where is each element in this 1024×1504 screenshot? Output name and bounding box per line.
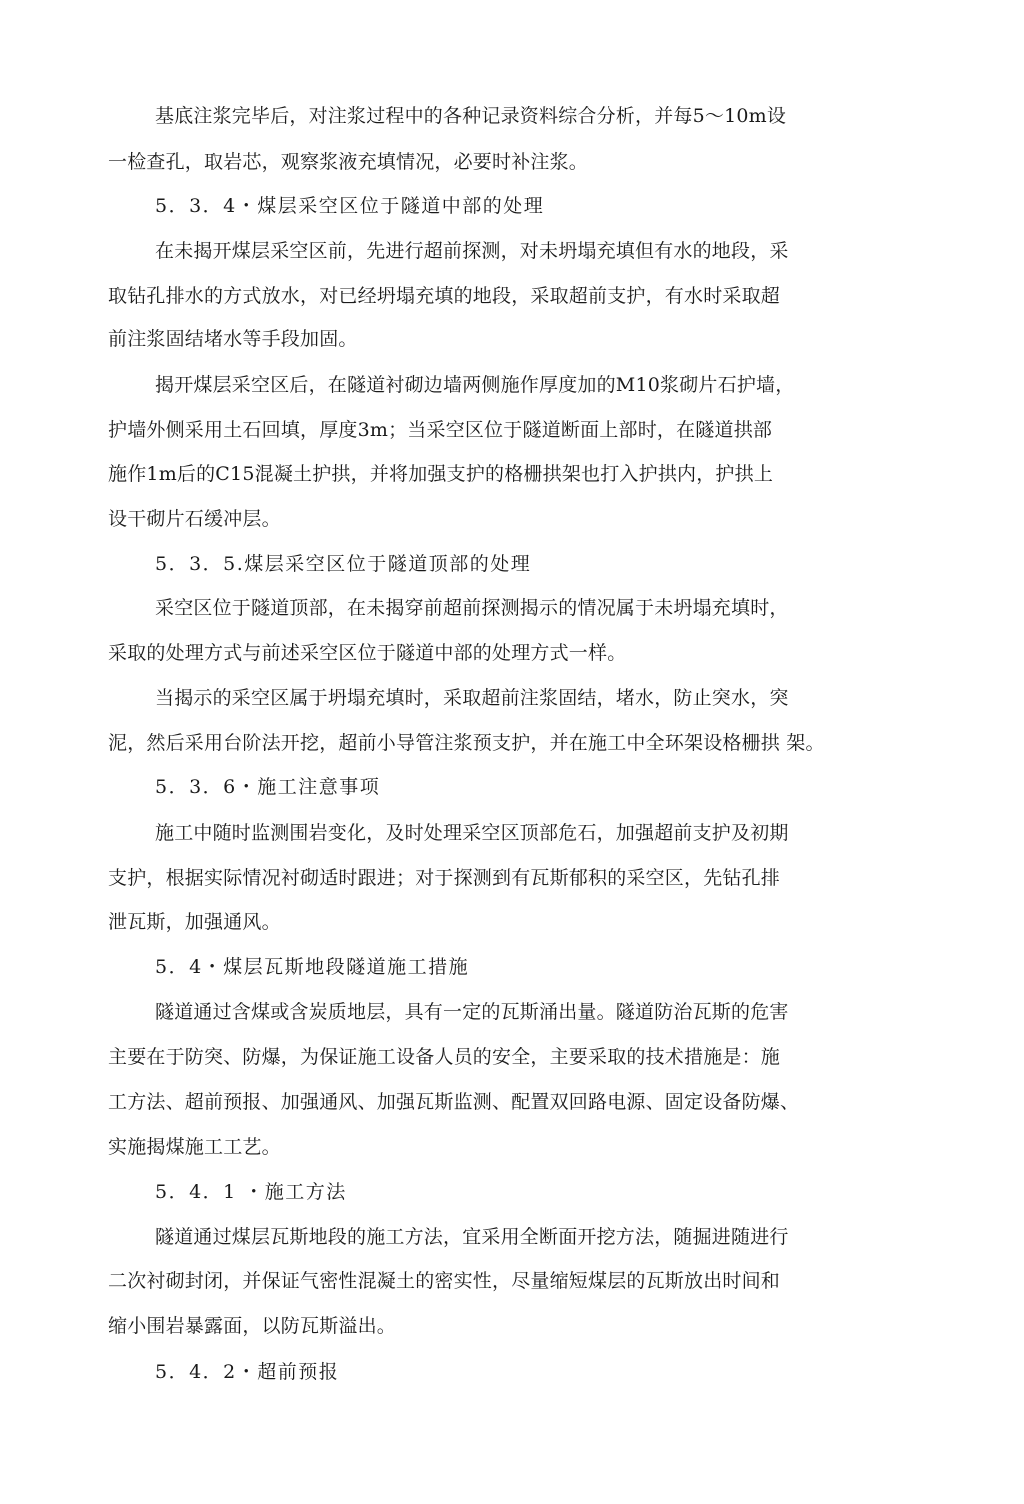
paragraph-line: 取钻孔排水的方式放水，对已经坍塌充填的地段，采取超前支护，有水时采取超	[108, 285, 781, 307]
section-heading: 5．4・煤层瓦斯地段隧道施工措施	[155, 956, 470, 978]
paragraph-line: 二次衬砌封闭，并保证气密性混凝土的密实性，尽量缩短煤层的瓦斯放出时间和	[108, 1270, 781, 1292]
paragraph-line: 隧道通过含煤或含炭质地层，具有一定的瓦斯涌出量。隧道防治瓦斯的危害	[155, 1001, 789, 1023]
paragraph-line: 当揭示的采空区属于坍塌充填时，采取超前注浆固结，堵水，防止突水，突	[155, 687, 789, 709]
paragraph-line: 泄瓦斯，加强通风。	[108, 911, 281, 933]
paragraph-line: 护墙外侧采用土石回填，厚度3m；当采空区位于隧道断面上部时，在隧道拱部	[108, 419, 773, 441]
paragraph-line: 设干砌片石缓冲层。	[108, 508, 281, 530]
section-heading: 5．4．2・超前预报	[155, 1361, 340, 1383]
paragraph-line: 工方法、超前预报、加强通风、加强瓦斯监测、配置双回路电源、固定设备防爆、	[108, 1091, 800, 1113]
paragraph-line: 施作1m后的C15混凝土护拱，并将加强支护的格栅拱架也打入护拱内，护拱上	[108, 463, 774, 485]
paragraph-line: 施工中随时监测围岩变化，及时处理采空区顶部危石，加强超前支护及初期	[155, 822, 789, 844]
section-heading: 5．4．1 ・施工方法	[155, 1181, 347, 1203]
section-heading: 5．3．4・煤层采空区位于隧道中部的处理	[155, 195, 545, 217]
paragraph-line: 泥，然后采用台阶法开挖，超前小导管注浆预支护，并在施工中全环架设格栅拱 架。	[108, 732, 825, 754]
section-heading: 5．3．6・施工注意事项	[155, 776, 381, 798]
paragraph-line: 在未揭开煤层采空区前，先进行超前探测，对未坍塌充填但有水的地段，采	[155, 240, 789, 262]
paragraph-line: 支护，根据实际情况衬砌适时跟进；对于探测到有瓦斯郁积的采空区，先钻孔排	[108, 867, 781, 889]
paragraph-line: 采取的处理方式与前述采空区位于隧道中部的处理方式一样。	[108, 642, 627, 664]
section-heading: 5．3．5.煤层采空区位于隧道顶部的处理	[155, 553, 532, 575]
paragraph-line: 隧道通过煤层瓦斯地段的施工方法，宜采用全断面开挖方法，随掘进随进行	[155, 1226, 789, 1248]
paragraph-line: 实施揭煤施工工艺。	[108, 1136, 281, 1158]
paragraph-line: 前注浆固结堵水等手段加固。	[108, 328, 358, 350]
paragraph-line: 揭开煤层采空区后，在隧道衬砌边墙两侧施作厚度加的M10浆砌片石护墙，	[155, 374, 795, 396]
paragraph-line: 采空区位于隧道顶部，在未揭穿前超前探测揭示的情况属于未坍塌充填时，	[155, 597, 789, 619]
paragraph-line: 基底注浆完毕后，对注浆过程中的各种记录资料综合分析，并每5～10m设	[155, 105, 787, 127]
paragraph-line: 缩小围岩暴露面，以防瓦斯溢出。	[108, 1315, 397, 1337]
paragraph-line: 一检查孔，取岩芯，观察浆液充填情况，必要时补注浆。	[108, 151, 589, 173]
paragraph-line: 主要在于防突、防爆，为保证施工设备人员的安全，主要采取的技术措施是：施	[108, 1046, 781, 1068]
